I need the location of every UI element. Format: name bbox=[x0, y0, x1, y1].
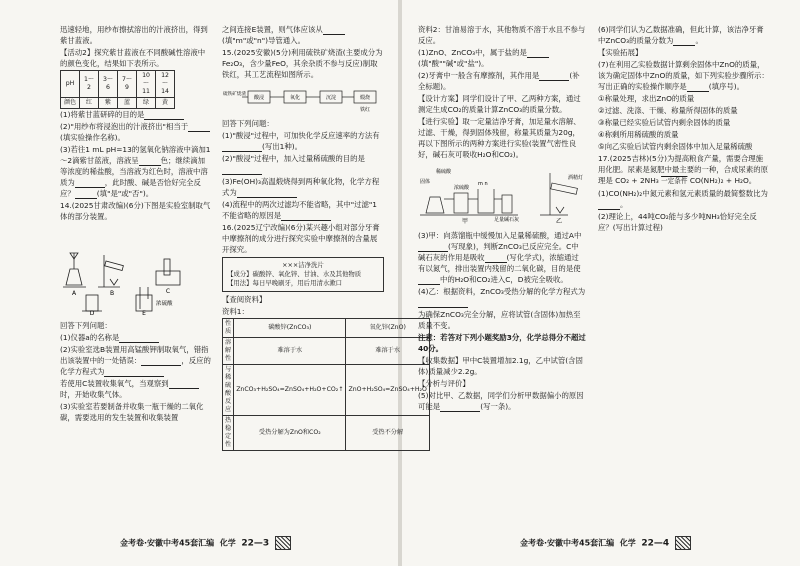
label-m-n: m n bbox=[478, 181, 488, 187]
box-title: ×××洁净洗片 bbox=[282, 261, 324, 269]
answer-blank[interactable] bbox=[222, 166, 262, 175]
step: ①称量处理，求出ZnO的质量 bbox=[598, 94, 695, 103]
question bbox=[418, 286, 586, 308]
table-row bbox=[223, 365, 430, 416]
ref-title: 【查阅资料】 bbox=[222, 295, 267, 304]
table-header: 氧化锌(ZnO) bbox=[346, 319, 429, 338]
question-text: (6)同学们认为乙数据准确，但此计算，该洁净牙膏中ZnCO₃的质量分数为 bbox=[598, 25, 764, 45]
answer-blank[interactable] bbox=[418, 276, 440, 285]
footer-subject: 化学 bbox=[219, 538, 236, 548]
box-line: 【用法】每日早晚刷牙，用后用清水漱口 bbox=[227, 279, 343, 287]
question-text: (填"酸""碱"或"盐")。 bbox=[418, 59, 489, 68]
question bbox=[60, 109, 212, 120]
table-row bbox=[223, 416, 430, 451]
question-text: (填"是"或"否")。 bbox=[96, 189, 154, 198]
footer-title: 金考卷·安徽中考45套汇编 bbox=[520, 538, 615, 548]
flow-step: 硫铁矿烧渣 bbox=[223, 92, 246, 97]
flow-step: 沉淀 bbox=[325, 95, 337, 101]
question bbox=[222, 176, 384, 198]
question: (3)实验室若要制备并收集一瓶干燥的二氧化碳，需要选用的发生装置和收集装置 bbox=[60, 402, 204, 422]
bonus-note: 注意：若答对下列小题奖励3分，化学总得分不超过40分。 bbox=[418, 333, 586, 353]
flow-step: 酸浸 bbox=[253, 95, 265, 101]
label-e: E bbox=[142, 310, 146, 315]
label-a: A bbox=[71, 290, 77, 297]
question bbox=[598, 24, 770, 46]
table-header: 性质 bbox=[223, 319, 234, 338]
table-cell: 蓝 bbox=[118, 98, 137, 109]
question bbox=[60, 121, 212, 143]
ref-1: 资料1： bbox=[222, 307, 249, 316]
ask: 回答下列问题： bbox=[222, 119, 274, 128]
table-cell: 红 bbox=[80, 98, 99, 109]
answer-blank[interactable] bbox=[418, 299, 468, 308]
question-text: (填"m"或"n")导管通入。 bbox=[222, 36, 305, 45]
table-cell: 与稀硫酸反应 bbox=[223, 365, 234, 416]
question: (2)理论上，44吨CO₂能与多少吨NH₃恰好完全反应？(写出计算过程) bbox=[598, 212, 757, 232]
properties-table bbox=[222, 318, 430, 451]
product-label-box bbox=[222, 257, 384, 292]
question-text: 中的H₂O和CO₂进入C，D被完全吸收。 bbox=[440, 275, 568, 284]
question-text: (1)"酸浸"过程中，可加快化学反应速率的方法有 bbox=[222, 131, 380, 140]
answer-blank[interactable] bbox=[673, 37, 695, 46]
question bbox=[222, 153, 384, 175]
table-cell: 12～14 bbox=[156, 71, 175, 98]
flow-step: 铁红 bbox=[359, 107, 371, 113]
analysis-title: 【分析与评价】 bbox=[418, 379, 470, 388]
answer-blank[interactable] bbox=[598, 201, 620, 210]
design-section: 【设计方案】同学们设计了甲、乙两种方案，通过测定生成CO₂的质量计算ZnCO₃的质量分数。 bbox=[418, 94, 581, 114]
answer-blank[interactable] bbox=[222, 143, 262, 152]
table-header: 碳酸锌(ZnCO₃) bbox=[234, 319, 346, 338]
answer-blank[interactable] bbox=[75, 179, 105, 188]
answer-blank[interactable] bbox=[539, 72, 569, 81]
question bbox=[60, 378, 212, 400]
table-row bbox=[61, 98, 175, 109]
table-cell: 黄 bbox=[156, 98, 175, 109]
reaction-condition: 一定条件 bbox=[661, 177, 688, 185]
gas-apparatus-diagram bbox=[60, 225, 212, 315]
question-text: (写化学式)，浓缩通过有以氮气，排出装置内残留的二氧化碳，目的是使 bbox=[418, 253, 581, 273]
table-cell: 受热分解为ZnO和CO₂ bbox=[234, 416, 346, 451]
ask: 回答下列问题： bbox=[60, 321, 112, 330]
answer-blank[interactable] bbox=[169, 380, 199, 389]
table-cell: 7～9 bbox=[118, 71, 137, 98]
page-number: 22—3 bbox=[241, 538, 270, 549]
question-text: 色；继续滴加等浓度的稀盐酸，当溶液为红色时，溶液中溶质为 bbox=[60, 156, 208, 187]
answer-blank[interactable] bbox=[75, 190, 97, 199]
question-text: (7)在利用乙实验数据计算剩余固体中ZnO的质量，该为确定固体中ZnO的质量，如下列实验步骤所示：写出正确的实验操作顺序是 bbox=[598, 60, 769, 91]
table-cell: ZnCO₃+H₂SO₄=ZnSO₄+H₂O+CO₂↑ bbox=[234, 365, 346, 416]
question-text: (2)"用纱布将浸泡出的汁液挤出"相当于 bbox=[60, 122, 189, 131]
label-lamp: 酒精灯 bbox=[568, 175, 584, 181]
table-cell: 颜色 bbox=[61, 98, 80, 109]
answer-blank[interactable] bbox=[527, 49, 549, 58]
table-cell: pH bbox=[61, 71, 80, 98]
paragraph: 为确保ZnCO₃完全分解，应将试管(含固体)加热至质量不变。 bbox=[418, 310, 581, 330]
answer-blank[interactable] bbox=[281, 212, 331, 221]
answer-blank[interactable] bbox=[104, 368, 164, 377]
question-text: (1)CO(NH₂)₂中氮元素和氢元素质量的最简整数比为 bbox=[598, 189, 768, 198]
table-cell: 难溶于水 bbox=[346, 338, 429, 365]
table-cell: 溶解性 bbox=[223, 338, 234, 365]
data-section: 【收集数据】甲中C装置增加2.1g，乙中试管(含固体)质量减少2.2g。 bbox=[418, 356, 583, 376]
ref-2: 资料2：甘油易溶于水，其他物质不溶于水且不参与反应。 bbox=[418, 25, 586, 45]
flask-a bbox=[66, 269, 82, 285]
label-solid: 固体 bbox=[420, 179, 431, 185]
label-concentrated-acid: 浓硫酸 bbox=[156, 301, 173, 307]
question-text: 。 bbox=[695, 36, 703, 45]
question-text: (3)若往1 mL pH=13的氢氧化钠溶液中滴加1～2滴紫甘蓝液，溶液呈 bbox=[60, 145, 211, 165]
question-text: (填实验操作名称)。 bbox=[60, 133, 125, 142]
label-soda-lime: 足量碱石灰 bbox=[494, 217, 520, 223]
answer-blank[interactable] bbox=[440, 403, 480, 412]
table-cell: ZnO+H₂SO₄=ZnSO₄+H₂O bbox=[346, 365, 429, 416]
question-text: ，此时酸、碱是否恰好完全反应？ bbox=[60, 178, 201, 198]
question-text: (3)Fe(OH)₃高温煅烧得到两种氧化物，化学方程式为 bbox=[222, 177, 380, 197]
question-text: 。 bbox=[620, 200, 628, 209]
qr-code-icon bbox=[675, 536, 691, 550]
answer-blank[interactable] bbox=[485, 254, 507, 263]
question-text: (5)对比甲、乙数据，同学们分析甲数据偏小的原因可能是 bbox=[418, 391, 584, 411]
table-cell: 受热不分解 bbox=[346, 416, 429, 451]
question-text: (2)"酸浸"过程中，加入过量稀硫酸的目的是 bbox=[222, 154, 365, 163]
paragraph: 迅速轻地，用纱布擦拭溶出的汁液挤出，得到紫甘蓝液。 bbox=[60, 25, 208, 45]
question bbox=[418, 70, 586, 92]
question-text: (4)流程中的两次过滤均不能省略，其中"过滤"1不能省略的原因是 bbox=[222, 200, 378, 220]
question bbox=[418, 230, 586, 285]
table-cell: 3～6 bbox=[99, 71, 118, 98]
answer-blank[interactable] bbox=[237, 189, 297, 198]
footer-title: 金考卷·安徽中考45套汇编 bbox=[120, 538, 215, 548]
question-text: (填序号)。 bbox=[708, 82, 745, 91]
label-b: B bbox=[109, 290, 115, 297]
answer-blank[interactable] bbox=[139, 157, 161, 166]
box-line: 【成分】碳酸锌、氧化锌、甘油、水及其他物质 bbox=[227, 270, 362, 278]
column-4 bbox=[598, 24, 770, 234]
question bbox=[60, 144, 212, 199]
answer-blank[interactable] bbox=[119, 334, 159, 343]
step: ②过滤、洗涤、干燥、称量所得固体的质量 bbox=[598, 106, 738, 115]
answer-blank[interactable] bbox=[323, 26, 345, 35]
label-jia: 甲 bbox=[462, 218, 469, 225]
step: ③称量已经实验后试管内剩余固体的质量 bbox=[598, 118, 731, 127]
qr-code-icon bbox=[275, 536, 291, 550]
question bbox=[418, 390, 586, 412]
column-3 bbox=[418, 24, 586, 413]
expand-title: 【实验拓展】 bbox=[598, 48, 643, 57]
table-row bbox=[223, 319, 430, 338]
step: ④称剩所用稀硫酸的质量 bbox=[598, 130, 679, 139]
question-text: CO(NH₂)₂ + H₂O。 bbox=[689, 176, 757, 185]
footer-subject: 化学 bbox=[619, 538, 636, 548]
question bbox=[222, 130, 384, 152]
question-text: 之间连接E装置，则气体应该从 bbox=[222, 25, 323, 34]
answer-blank[interactable] bbox=[687, 83, 709, 92]
question-text: (1)将紫甘蓝研碎的目的是 bbox=[60, 110, 145, 119]
step: ⑤向乙实验后试管内剩余固体中加入足量稀硫酸 bbox=[598, 142, 753, 151]
table-cell: 紫 bbox=[99, 98, 118, 109]
footer-right bbox=[520, 536, 691, 550]
question-text: ，反应的化学方程式为 bbox=[60, 356, 211, 376]
answer-blank[interactable] bbox=[418, 243, 448, 252]
question-text: 时，开始收集气体。 bbox=[60, 390, 127, 399]
table-cell: 绿 bbox=[137, 98, 156, 109]
label-acid: 稀硫酸 bbox=[436, 169, 452, 175]
answer-blank[interactable] bbox=[144, 111, 184, 120]
question-text: (3)甲：向蒸馏瓶中缓慢加入足量稀硫酸，通过A中 bbox=[418, 231, 582, 240]
answer-blank[interactable] bbox=[188, 123, 210, 132]
question-text: (2)实验室选B装置用高锰酸钾制取氧气，错指出该装置中的一处错误： bbox=[60, 345, 209, 365]
footer-left bbox=[120, 536, 291, 550]
label-yi: 乙 bbox=[556, 218, 563, 225]
question-text: 若使用C装置收集氧气，当观察到 bbox=[60, 379, 169, 388]
procedure-section: 【进行实验】取一定量洁净牙膏，加足量水溶解、过滤、干燥，得到固体残留，称量其质量为20g，再以下图所示的两种方案进行实验(装置气密性良好，碱石灰可吸收H₂O和CO₂)。 bbox=[418, 117, 581, 159]
table-row bbox=[61, 71, 175, 98]
question bbox=[60, 344, 212, 377]
flow-step: 煅烧 bbox=[359, 95, 371, 101]
label-d: D bbox=[89, 310, 95, 315]
question bbox=[60, 332, 212, 343]
question-17 bbox=[598, 153, 770, 187]
label-conc-acid: 浓硫酸 bbox=[454, 185, 470, 191]
flow-step: 氧化 bbox=[289, 95, 301, 101]
question-text: (写出1种)。 bbox=[262, 142, 303, 151]
question-text: (补全标题)。 bbox=[418, 71, 580, 91]
process-flow-diagram bbox=[222, 83, 384, 113]
table-row bbox=[223, 338, 430, 365]
question-text: (1)仪器a的名称是 bbox=[60, 333, 120, 342]
question-14: 14.(2025甘肃改编)(6分)下图是实验室制取气体的部分装置。 bbox=[60, 201, 211, 221]
page-number: 22—4 bbox=[641, 538, 670, 549]
question-text: (2)牙膏中一般含有摩擦剂，其作用是 bbox=[418, 71, 540, 80]
table-cell: 难溶于水 bbox=[234, 338, 346, 365]
question bbox=[598, 188, 770, 210]
table-cell: 1～2 bbox=[80, 71, 99, 98]
question-text: (写现象)，判断ZnCO₃已反应完全。C中碱石灰的作用是吸收 bbox=[418, 242, 579, 262]
question-text: (1)ZnO、ZnCO₃中，属于盐的是 bbox=[418, 48, 527, 57]
question bbox=[598, 59, 770, 92]
label-c: C bbox=[165, 288, 171, 295]
table-cell: 热稳定性 bbox=[223, 416, 234, 451]
ph-color-table bbox=[60, 70, 175, 109]
question-16: 16.(2025辽宁改编)(6分)某兴趣小组对部分牙膏中摩擦剂的成分进行探究实验中摩擦剂的含量展开探究。 bbox=[222, 223, 380, 254]
answer-blank[interactable] bbox=[141, 357, 181, 366]
question-text: (4)乙：根据资料，ZnCO₃受热分解的化学方程式为 bbox=[418, 287, 586, 296]
experiment-apparatus-diagram bbox=[418, 163, 586, 225]
question bbox=[418, 47, 586, 69]
question bbox=[222, 199, 384, 221]
question-15: 15.(2025安徽)(5分)利用硫铁矿烧渣(主要成分为Fe₂O₃，含少量FeO，其余杂质不参与反应)制取铁红，其工艺流程如图所示。 bbox=[222, 48, 383, 79]
activity-2: 【活动2】探究紫甘蓝液在不同酸碱性溶液中的颜色变化，结果如下表所示。 bbox=[60, 48, 206, 68]
question-text: (写一条)。 bbox=[480, 402, 516, 411]
column-1 bbox=[60, 24, 212, 424]
question bbox=[222, 24, 384, 46]
table-cell: 10～11 bbox=[137, 71, 156, 98]
question-text: 17.(2025吉林)(5分)为提高粮食产量，需要合理施用化肥。尿素是氮肥中最主要的一种，合成尿素的原理是 CO₂ + 2NH₃ bbox=[598, 154, 768, 185]
